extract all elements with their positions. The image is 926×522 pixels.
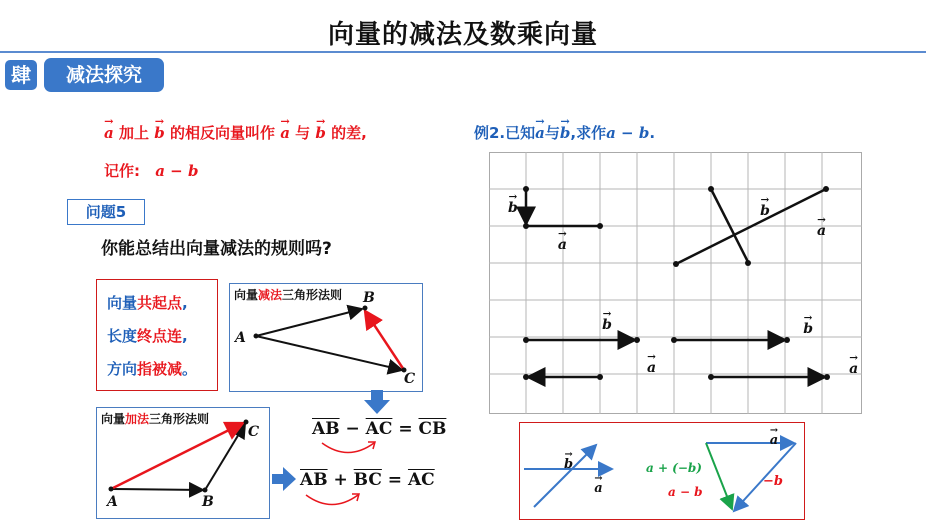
notation-line <box>104 160 198 181</box>
vector-BC <box>205 424 245 490</box>
vector-b: → b <box>154 124 165 142</box>
example-title <box>474 122 655 143</box>
section-title-badge: 减法探究 <box>44 58 164 92</box>
grid3-label-a: → a <box>647 360 656 376</box>
eq-term: $\overline{AB}$ <box>300 470 328 490</box>
rule-post: , <box>182 327 188 345</box>
eq-op: + <box>333 470 348 490</box>
addition-triangle-diagram <box>97 408 269 518</box>
eq-term: $\overline{AC}$ <box>365 419 393 439</box>
cross-label-a: → a <box>594 481 602 496</box>
answer-box <box>519 422 805 520</box>
curved-arrow-icon <box>318 440 378 460</box>
vector-AC <box>256 336 402 370</box>
grid4-label-b: → b <box>803 321 813 337</box>
rule-highlight: 终点连 <box>137 327 183 345</box>
subtraction-triangle-diagram <box>230 284 422 391</box>
eq-term: $\overline{AC}$ <box>407 470 435 490</box>
panel-title-hl: 加法 <box>125 412 150 426</box>
label-B: B <box>202 494 214 510</box>
question-text: 你能总结出向量减法的规则吗? <box>101 239 332 259</box>
green-expression: a + (−b) <box>646 461 702 475</box>
rule-line <box>107 325 188 346</box>
page-title: 向量的减法及数乘向量 <box>327 20 598 50</box>
grid1-label-a: → a <box>558 237 567 253</box>
triangle-label-a: → a <box>770 433 778 448</box>
triangle-vector-diff <box>706 443 732 509</box>
label-C: C <box>404 371 416 387</box>
vector-b: → b <box>560 124 571 142</box>
label-C: C <box>248 424 260 440</box>
grid3-label-b: → b <box>602 317 612 333</box>
example-mid: 与 <box>544 124 560 142</box>
example-expr: a − b <box>606 124 650 142</box>
rule-post: , <box>182 294 188 312</box>
rule-pre: 向量 <box>107 294 138 312</box>
label-A: A <box>235 330 246 346</box>
eq-term: $\overline{AB}$ <box>312 419 340 439</box>
def-text-4: 的差, <box>331 124 367 142</box>
rule-box <box>96 279 218 391</box>
grid2-label-b: → b <box>760 203 770 219</box>
notation-expr: a − b <box>155 162 199 180</box>
point-A <box>109 487 114 492</box>
vector-AB <box>111 489 203 490</box>
point-B <box>363 306 368 311</box>
question-label: 问题5 <box>67 199 145 225</box>
rule-highlight: 指被减 <box>137 360 183 378</box>
def-text-2: 的相反向量叫作 <box>169 124 275 142</box>
point-A <box>254 334 259 339</box>
vector-a: → a <box>104 124 114 142</box>
section-number-badge: 肆 <box>5 60 37 90</box>
subtraction-triangle-panel <box>229 283 423 392</box>
right-arrow-icon <box>272 467 296 491</box>
grid1-label-b: → b <box>508 200 518 216</box>
addition-triangle-panel <box>96 407 270 519</box>
down-arrow-icon <box>364 390 390 414</box>
rule-pre: 长度 <box>107 327 138 345</box>
eq-op: − <box>345 419 360 439</box>
title-divider <box>0 51 926 53</box>
cross-label-b: → b <box>564 457 573 472</box>
curved-arrow-icon <box>302 492 362 512</box>
def-text-1: 加上 <box>118 124 149 142</box>
triangle-label-neg-b: −b <box>763 474 783 489</box>
rule-line <box>107 292 188 313</box>
eq-term: $\overline{CB}$ <box>418 419 447 439</box>
vector-grid <box>489 152 862 414</box>
panel-title-post: 三角形法则 <box>282 288 343 302</box>
vector-b: → b <box>315 124 326 142</box>
eq-equals: = <box>398 419 413 439</box>
vector-CB <box>365 311 404 370</box>
subtraction-equation <box>312 419 446 439</box>
panel-title-hl: 减法 <box>258 288 283 302</box>
eq-term: $\overline{BC}$ <box>353 470 382 490</box>
grid2-label-a: → a <box>817 223 826 239</box>
rule-post: 。 <box>182 360 198 378</box>
panel-title-pre: 向量 <box>234 288 259 302</box>
definition-line <box>104 122 367 143</box>
example-end: . <box>649 124 656 142</box>
rule-pre: 方向 <box>107 360 138 378</box>
notation-label: 记作: <box>104 162 140 180</box>
example-suffix: ,求作 <box>570 124 607 142</box>
rule-highlight: 共起点 <box>137 294 183 312</box>
vector-AC <box>111 423 243 489</box>
panel-title-post: 三角形法则 <box>149 412 210 426</box>
panel-title-pre: 向量 <box>101 412 126 426</box>
def-text-3: 与 <box>295 124 311 142</box>
eq-equals: = <box>387 470 403 490</box>
vector-a: → a <box>535 124 545 142</box>
label-B: B <box>363 290 375 306</box>
grid4-label-a: → a <box>849 361 858 377</box>
red-expression: a − b <box>668 485 703 499</box>
rule-line <box>107 358 197 379</box>
label-A: A <box>107 494 118 510</box>
vector-a: → a <box>280 124 290 142</box>
point-B <box>203 488 208 493</box>
example-prefix: 例2.已知 <box>474 124 536 142</box>
addition-equation <box>300 470 435 490</box>
vector-AB <box>256 309 362 336</box>
